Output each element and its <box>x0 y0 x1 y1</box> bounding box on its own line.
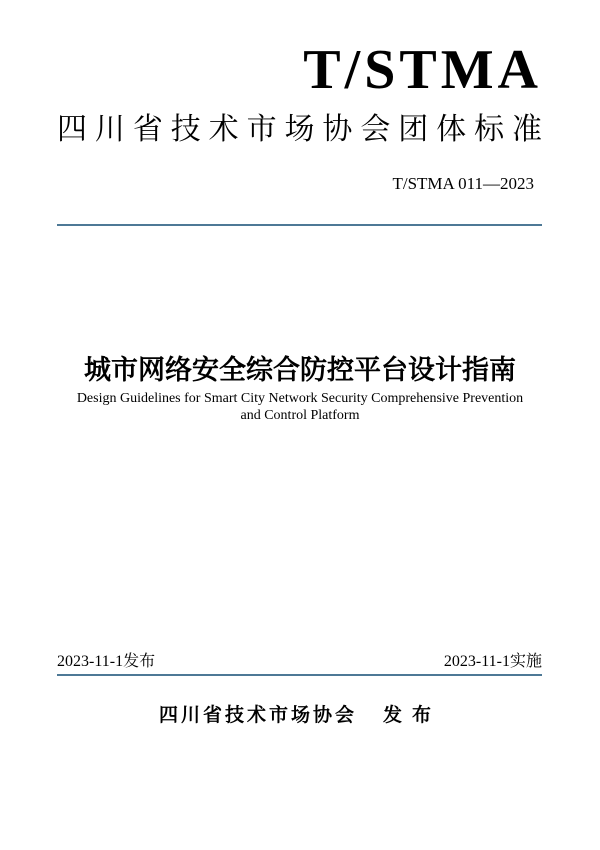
standard-logo-text: T/STMA <box>303 39 542 101</box>
bottom-divider <box>57 674 542 676</box>
publish-action-label: 发布 <box>383 705 442 726</box>
publisher-name: 四川省技术市场协会 <box>158 705 357 726</box>
implementation-date: 2023-11-1实施 <box>443 653 542 670</box>
english-subtitle-line-1: Design Guidelines for Smart City Network Security Comprehensive Prevention <box>76 391 524 406</box>
standard-number: T/STMA 011—2023 <box>392 174 534 193</box>
issue-date: 2023-11-1发布 <box>57 653 156 670</box>
document-title: 城市网络安全综合防控平台设计指南 <box>84 355 516 385</box>
publisher-row <box>0 704 600 728</box>
top-divider <box>57 224 542 226</box>
english-subtitle-line-2: and Control Platform <box>240 408 360 423</box>
document-title-english <box>0 390 600 424</box>
association-standard-title: 四川省技术市场协会团体标准 <box>57 113 542 146</box>
dates-row <box>57 652 542 672</box>
